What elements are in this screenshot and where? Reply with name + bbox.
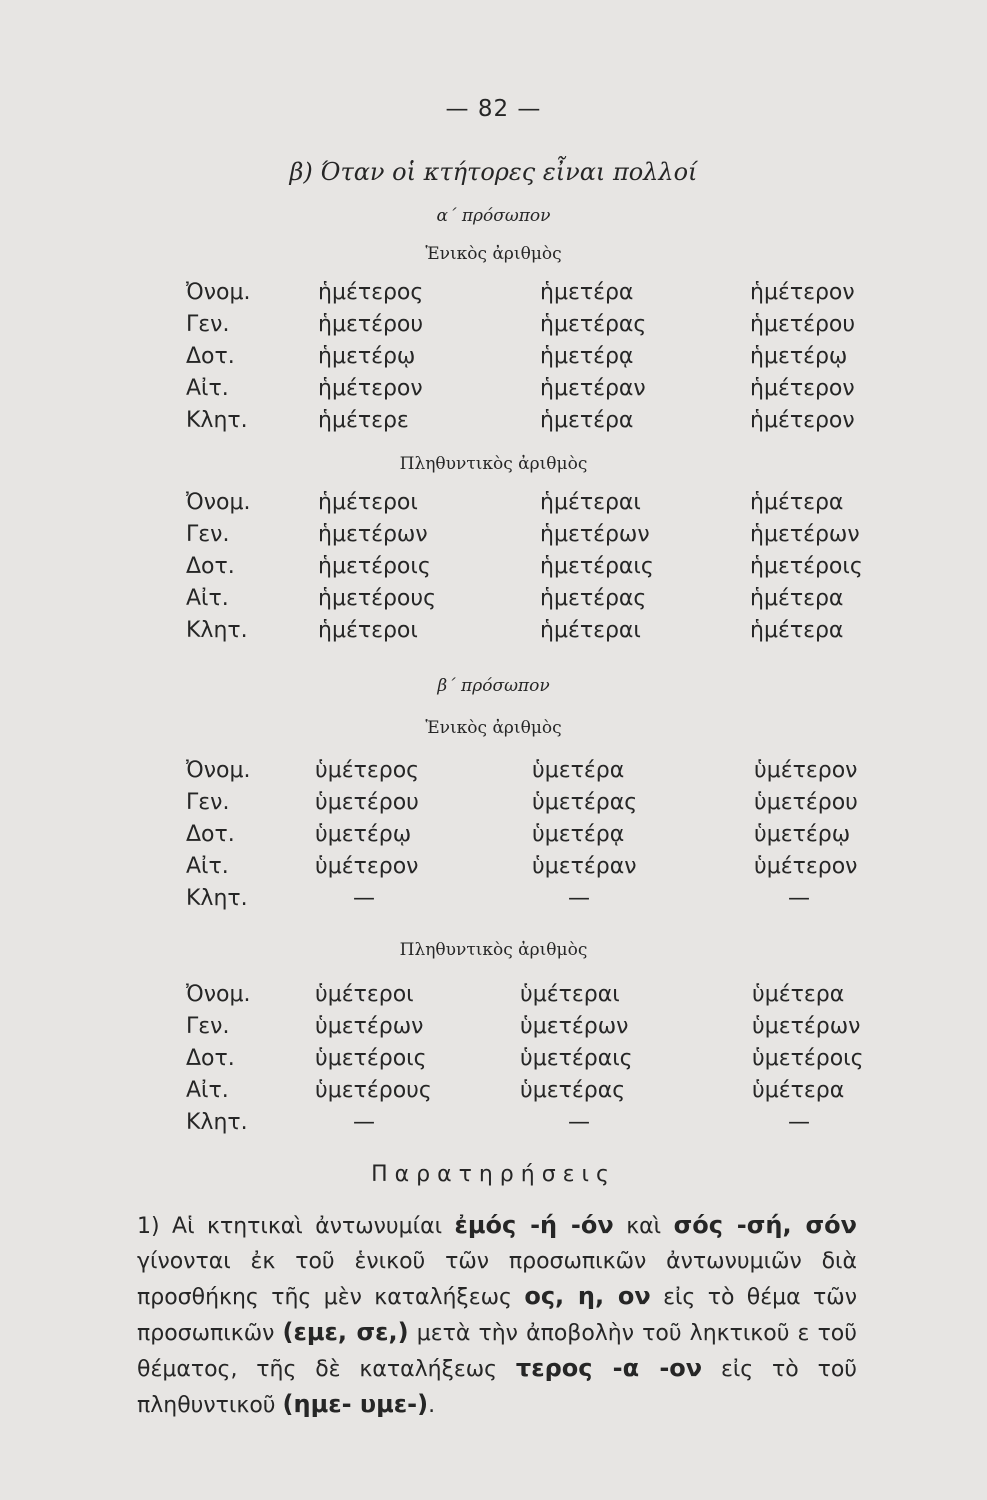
table-row	[0, 408, 987, 440]
declension-form: ἡμέτερον	[750, 376, 855, 401]
declension-form: ἡμέτεροι	[318, 490, 418, 515]
declension-form: ἡμετέρας	[540, 312, 647, 337]
section-heading: β) Όταν οἱ κτήτορες εἶναι πολλοί	[289, 158, 698, 186]
first-person-plural-table	[0, 490, 987, 650]
table-row	[0, 280, 987, 312]
declension-form: ἡμετέροις	[750, 554, 863, 579]
declension-form: ὑμετέροις	[752, 1046, 864, 1071]
note-term: ἐμός -ή -όν	[454, 1211, 614, 1239]
second-person-title: β΄ πρόσωπον	[437, 676, 550, 696]
table-row	[0, 854, 987, 886]
note-text: 1) Αἱ κτητικαὶ ἀντωνυμίαι	[137, 1214, 443, 1239]
note-text: εἰς τὸ θέμα τῶν προσωπικῶν	[137, 1285, 857, 1346]
table-row	[0, 1046, 987, 1078]
second-person-plural-table	[0, 982, 987, 1142]
case-label: Ὀνομ.	[186, 490, 251, 515]
declension-form: ἡμετέροις	[318, 554, 431, 579]
notes-paragraph	[137, 1208, 857, 1423]
declension-form: ἡμέτερα	[750, 490, 844, 515]
declension-form: ἡμετέρων	[540, 522, 650, 547]
declension-form: ἡμετέρων	[318, 522, 428, 547]
table-row	[0, 886, 987, 918]
table-row	[0, 586, 987, 618]
declension-form: ἡμέτερα	[750, 586, 844, 611]
declension-form: ἡμέτερον	[318, 376, 423, 401]
declension-form: ἡμέτερον	[750, 280, 855, 305]
declension-form: ἡμετέρους	[318, 586, 437, 611]
declension-form: —	[353, 886, 375, 911]
table-row	[0, 618, 987, 650]
declension-form: ὑμετέρων	[520, 1014, 629, 1039]
table-row	[0, 376, 987, 408]
declension-form: ὑμετέρας	[520, 1078, 626, 1103]
table-row	[0, 344, 987, 376]
note-term: σός -σή, σόν	[673, 1211, 857, 1239]
case-label: Ὀνομ.	[186, 982, 251, 1007]
declension-form: ὑμετέρῳ	[754, 822, 851, 847]
note-term: τερος -α -ον	[515, 1354, 703, 1382]
declension-form: ἡμετέρων	[750, 522, 860, 547]
declension-form: ὑμετέροις	[315, 1046, 427, 1071]
declension-form: ἡμέτεραι	[540, 490, 641, 515]
declension-form: ὑμέτερον	[315, 854, 419, 879]
note-term: ος, η, ον	[524, 1282, 651, 1310]
note-text: εἰς τὸ τοῦ πληθυντικοῦ	[137, 1357, 858, 1418]
case-label: Ὀνομ.	[186, 758, 251, 783]
note-term: (ημε- υμε-)	[282, 1390, 429, 1418]
case-label: Κλητ.	[186, 408, 248, 433]
declension-form: ὑμέτερος	[315, 758, 420, 783]
table-row	[0, 1014, 987, 1046]
declension-form: ὑμέτερον	[754, 758, 858, 783]
case-label: Κλητ.	[186, 618, 248, 643]
declension-form: ἡμετέρου	[750, 312, 856, 337]
case-label: Γεν.	[186, 522, 230, 547]
table-row	[0, 982, 987, 1014]
declension-form: —	[353, 1110, 375, 1135]
table-row	[0, 490, 987, 522]
table-row	[0, 758, 987, 790]
note-term: (εμε, σε,)	[282, 1318, 409, 1346]
first-person-singular-table	[0, 280, 987, 440]
declension-form: ὑμετέρων	[752, 1014, 861, 1039]
declension-form: ὑμέτερον	[754, 854, 858, 879]
declension-form: ὑμετέραις	[520, 1046, 633, 1071]
table-row	[0, 554, 987, 586]
table-row	[0, 790, 987, 822]
case-label: Ὀνομ.	[186, 280, 251, 305]
case-label: Κλητ.	[186, 886, 248, 911]
note-text: μετὰ τὴν ἀποβολὴν τοῦ ληκτικοῦ ε τοῦ θέματος, τῆς δὲ καταλήξεως	[137, 1321, 857, 1382]
declension-form: ὑμετέρους	[315, 1078, 432, 1103]
declension-form: ὑμέτερα	[752, 982, 845, 1007]
second-person-singular-title: Ἑνικὸς ἀριθμὸς	[425, 718, 562, 738]
declension-form: ἡμετέρου	[318, 312, 424, 337]
case-label: Γεν.	[186, 790, 230, 815]
table-row	[0, 312, 987, 344]
declension-form: ἡμετέραις	[540, 554, 654, 579]
declension-form: ὑμέτερα	[752, 1078, 845, 1103]
declension-form: —	[568, 1110, 590, 1135]
declension-form: ὑμετέρῳ	[315, 822, 412, 847]
table-row	[0, 1078, 987, 1110]
case-label: Γεν.	[186, 312, 230, 337]
declension-form: ὑμετέρου	[315, 790, 419, 815]
declension-form: ἡμέτερε	[318, 408, 409, 433]
second-person-singular-table	[0, 758, 987, 918]
case-label: Κλητ.	[186, 1110, 248, 1135]
declension-form: ὑμέτεραι	[520, 982, 620, 1007]
first-person-singular-title: Ἑνικὸς ἀριθμὸς	[425, 244, 562, 264]
case-label: Δοτ.	[186, 1046, 235, 1071]
first-person-title: α΄ πρόσωπον	[436, 206, 551, 226]
declension-form: ὑμέτεροι	[315, 982, 414, 1007]
declension-form: —	[568, 886, 590, 911]
declension-form: ἡμέτεροι	[318, 618, 418, 643]
declension-form: —	[788, 886, 810, 911]
note-text: γίνονται ἐκ τοῦ ἑνικοῦ τῶν προσωπικῶν ἀντωνυμιῶν διὰ προσθήκης τῆς μὲν καταλήξεως	[137, 1249, 857, 1310]
case-label: Δοτ.	[186, 344, 235, 369]
declension-form: ἡμετέρῳ	[750, 344, 848, 369]
declension-form: ὑμετέρᾳ	[532, 822, 625, 847]
page-number: — 82 —	[445, 96, 542, 122]
notes-title: Παρατηρήσεις	[371, 1162, 616, 1187]
declension-form: ἡμετέρᾳ	[540, 344, 634, 369]
second-person-plural-title: Πληθυντικὸς ἀριθμὸς	[399, 940, 588, 960]
declension-form: ἡμετέρα	[540, 408, 634, 433]
declension-form: ἡμέτερον	[750, 408, 855, 433]
case-label: Γεν.	[186, 1014, 230, 1039]
case-label: Αἰτ.	[186, 376, 229, 401]
note-text: καὶ	[626, 1214, 662, 1239]
case-label: Δοτ.	[186, 554, 235, 579]
declension-form: ὑμετέρου	[754, 790, 858, 815]
case-label: Αἰτ.	[186, 586, 229, 611]
table-row	[0, 822, 987, 854]
declension-form: ἡμέτεραι	[540, 618, 641, 643]
case-label: Δοτ.	[186, 822, 235, 847]
declension-form: ἡμετέρας	[540, 586, 647, 611]
declension-form: ἡμέτερος	[318, 280, 424, 305]
declension-form: ὑμετέραν	[532, 854, 637, 879]
declension-form: ὑμετέρας	[532, 790, 638, 815]
declension-form: ὑμετέρα	[532, 758, 625, 783]
first-person-plural-title: Πληθυντικὸς ἀριθμὸς	[399, 454, 588, 474]
declension-form: ἡμετέρῳ	[318, 344, 416, 369]
case-label: Αἰτ.	[186, 854, 229, 879]
note-text: .	[428, 1393, 436, 1418]
declension-form: —	[788, 1110, 810, 1135]
declension-form: ἡμέτερα	[750, 618, 844, 643]
declension-form: ἡμετέραν	[540, 376, 646, 401]
case-label: Αἰτ.	[186, 1078, 229, 1103]
table-row	[0, 522, 987, 554]
declension-form: ἡμετέρα	[540, 280, 634, 305]
table-row	[0, 1110, 987, 1142]
declension-form: ὑμετέρων	[315, 1014, 424, 1039]
